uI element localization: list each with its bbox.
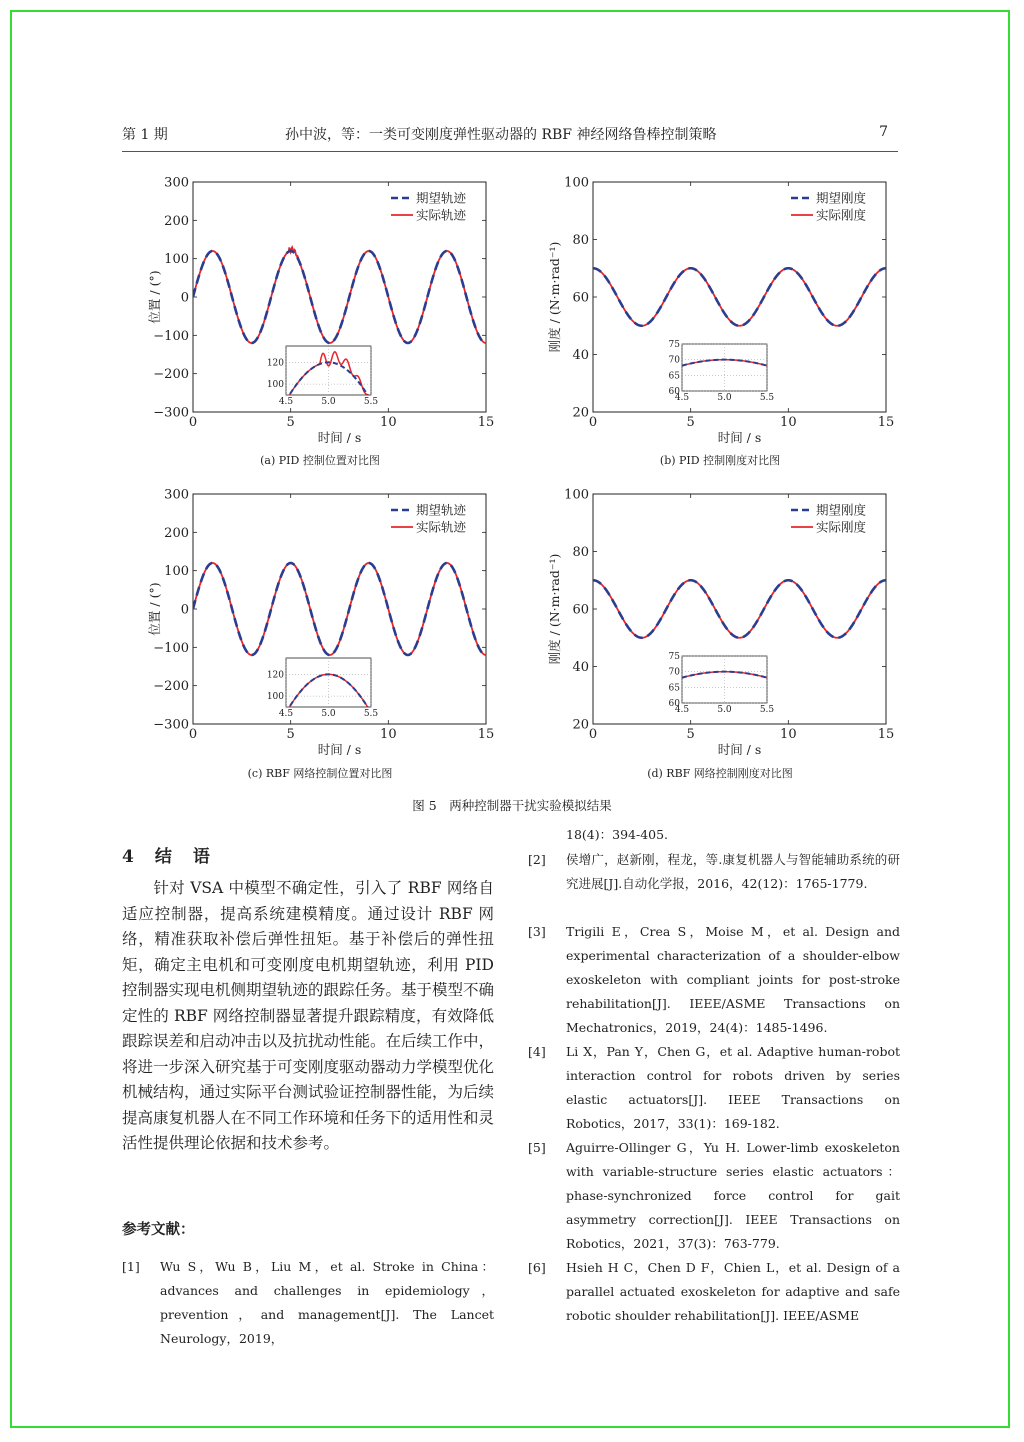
inset-x-tick-label: 5.0 bbox=[717, 393, 732, 403]
y-tick-label: 60 bbox=[572, 290, 589, 306]
x-tick-label: 15 bbox=[877, 415, 895, 430]
inset-x-tick-label: 4.5 bbox=[278, 397, 294, 407]
reference-text: Wu S，Wu B，Liu M，et al. Stroke in China：advances and challenges in epidemiology，prevention，and management[J]. The Lancet Neurology，2019， bbox=[160, 1259, 494, 1346]
legend-label: 实际刚度 bbox=[816, 207, 867, 223]
inset-x-tick-label: 4.5 bbox=[278, 709, 294, 719]
chart-rbf-stiffness bbox=[540, 482, 900, 757]
reference-text: 18(4)：394-405. bbox=[566, 827, 669, 842]
y-tick-label: 80 bbox=[572, 545, 589, 560]
y-tick-label: 300 bbox=[164, 487, 189, 503]
section-heading: 4 结 语 bbox=[122, 847, 212, 867]
x-tick-label: 10 bbox=[380, 415, 397, 430]
reference-text: Aguirre-Ollinger G，Yu H. Lower-limb exoskeleton with variable-structure series elastic actuators：phase-synchronized force control for gait asymmetry correction[J]. IEEE Transactions on Robotics，2021，37(3)：763-779. bbox=[566, 1140, 900, 1251]
inset-y-tick-label: 70 bbox=[668, 355, 680, 366]
inset-y-tick-label: 70 bbox=[668, 667, 680, 678]
conclusion-paragraph bbox=[122, 876, 494, 1157]
y-tick-label: 20 bbox=[572, 717, 589, 733]
chart-rbf-position bbox=[140, 482, 500, 757]
inset-y-tick-label: 100 bbox=[266, 380, 284, 391]
legend-label: 期望轨迹 bbox=[416, 502, 467, 518]
y-tick-label: 0 bbox=[180, 290, 189, 306]
x-tick-label: 0 bbox=[188, 415, 198, 430]
reference-text: Trigili E，Crea S，Moise M，et al. Design and experimental characterization of a shoulder-elbow exoskeleton with compliant joints for post-stroke rehabilitation[J]. IEEE/ASME Transactions on Mechatronics，2019，24(4)：1485-1496. bbox=[566, 924, 900, 1035]
reference-number: [4] bbox=[528, 1044, 546, 1059]
x-tick-label: 0 bbox=[188, 727, 198, 742]
chart-pid-position bbox=[140, 170, 500, 445]
legend-label: 实际轨迹 bbox=[416, 207, 467, 223]
y-tick-label: 100 bbox=[564, 487, 589, 503]
x-tick-label: 5 bbox=[686, 415, 695, 430]
chart-svg bbox=[140, 170, 500, 445]
y-tick-label: 40 bbox=[572, 660, 589, 675]
y-tick-label: 300 bbox=[164, 175, 189, 191]
x-axis-label: 时间 / s bbox=[717, 742, 762, 757]
inset-x-tick-label: 5.5 bbox=[759, 705, 775, 715]
y-axis-label: 刚度 / (N·m·rad⁻¹) bbox=[547, 241, 562, 353]
chart-svg bbox=[540, 482, 900, 757]
y-tick-label: 200 bbox=[164, 213, 189, 229]
x-tick-label: 15 bbox=[477, 415, 495, 430]
y-tick-label: 100 bbox=[564, 175, 589, 191]
y-axis-label: 位置 / (°) bbox=[147, 582, 162, 636]
header-title: 孙中波，等：一类可变刚度弹性驱动器的 RBF 神经网络鲁棒控制策略 bbox=[285, 127, 717, 143]
issue-number: 第 1 期 bbox=[122, 127, 168, 143]
legend-label: 实际轨迹 bbox=[416, 519, 467, 535]
reference-number: [6] bbox=[528, 1260, 546, 1275]
inset-x-tick-label: 5.5 bbox=[363, 709, 379, 719]
y-tick-label: 100 bbox=[164, 564, 189, 580]
inset-x-tick-label: 5.0 bbox=[321, 709, 336, 719]
legend-label: 期望轨迹 bbox=[416, 190, 467, 206]
x-tick-label: 10 bbox=[780, 415, 797, 430]
caption-d: (d) RBF 网络控制刚度对比图 bbox=[647, 767, 793, 780]
y-tick-label: −300 bbox=[153, 717, 189, 733]
inset-y-tick-label: 75 bbox=[668, 340, 680, 350]
inset-y-tick-label: 65 bbox=[668, 683, 680, 694]
chart-svg bbox=[540, 170, 900, 445]
reference-number: [2] bbox=[528, 852, 546, 867]
x-tick-label: 0 bbox=[588, 727, 598, 742]
y-tick-label: −100 bbox=[153, 640, 189, 656]
y-axis-label: 位置 / (°) bbox=[147, 270, 162, 324]
y-tick-label: −300 bbox=[153, 405, 189, 421]
inset-x-tick-label: 5.0 bbox=[717, 705, 732, 715]
y-tick-label: −100 bbox=[153, 328, 189, 344]
x-axis-label: 时间 / s bbox=[717, 430, 762, 445]
inset-y-tick-label: 60 bbox=[668, 699, 680, 709]
x-tick-label: 0 bbox=[588, 415, 598, 430]
reference-number: [5] bbox=[528, 1140, 546, 1155]
reference-text: 侯增广，赵新刚，程龙，等.康复机器人与智能辅助系统的研究进展[J].自动化学报，2016，42(12)：1765-1779. bbox=[566, 852, 900, 891]
inset-y-tick-label: 75 bbox=[668, 652, 680, 662]
figure-title: 图 5 两种控制器干扰实验模拟结果 bbox=[412, 798, 612, 813]
inset-y-tick-label: 120 bbox=[266, 358, 284, 369]
y-tick-label: 60 bbox=[572, 602, 589, 618]
x-tick-label: 10 bbox=[780, 727, 797, 742]
y-tick-label: 200 bbox=[164, 525, 189, 541]
conclusion-text: 针对 VSA 中模型不确定性，引入了 RBF 网络自适应控制器，提高系统建模精度。通过设计 RBF 网络，精准获取补偿后弹性扭矩。基于补偿后的弹性扭矩，确定主电机和可变刚度电机期望轨迹，利用 PID 控制器实现电机侧期望轨迹的跟踪任务。基于模型不确定性的 RBF 网络控制器显著提升跟踪精度，有效降低跟踪误差和启动冲击以及抗扰动性能。在后续工作中，将进一步深入研究基于可变刚度驱动器动力学模型优化机械结构，通过实际平台测试验证控制器性能，为后续提高康复机器人在不同工作环境和任务下的适用性和灵活性提供理论依据和技术参考。 bbox=[122, 879, 495, 1152]
inset-x-tick-label: 5.5 bbox=[759, 393, 775, 403]
inset-y-tick-label: 60 bbox=[668, 387, 680, 397]
x-tick-label: 10 bbox=[380, 727, 397, 742]
inset-x-tick-label: 4.5 bbox=[674, 705, 690, 715]
y-tick-label: 0 bbox=[180, 602, 189, 618]
references-heading: 参考文献： bbox=[122, 1221, 195, 1238]
header-rule bbox=[122, 151, 898, 152]
reference-text: Hsieh H C，Chen D F，Chien L，et al. Design of a parallel actuated exoskeleton for adaptive and safe robotic shoulder rehabilitation[J]. IEEE/ASME bbox=[566, 1260, 900, 1323]
inset-y-tick-label: 100 bbox=[266, 692, 284, 703]
x-tick-label: 5 bbox=[286, 415, 295, 430]
inset-y-tick-label: 65 bbox=[668, 371, 680, 382]
y-tick-label: 80 bbox=[572, 233, 589, 248]
x-tick-label: 5 bbox=[686, 727, 695, 742]
x-tick-label: 15 bbox=[877, 727, 895, 742]
y-tick-label: −200 bbox=[153, 367, 189, 383]
caption-c: (c) RBF 网络控制位置对比图 bbox=[247, 767, 393, 780]
y-axis-label: 刚度 / (N·m·rad⁻¹) bbox=[547, 553, 562, 665]
reference-number: [3] bbox=[528, 924, 546, 939]
running-header bbox=[122, 124, 898, 150]
y-tick-label: 100 bbox=[164, 252, 189, 268]
inset-y-tick-label: 120 bbox=[266, 670, 284, 681]
x-axis-label: 时间 / s bbox=[317, 742, 362, 757]
caption-b: (b) PID 控制刚度对比图 bbox=[659, 454, 781, 467]
legend-label: 期望刚度 bbox=[816, 502, 867, 518]
y-tick-label: 20 bbox=[572, 405, 589, 421]
legend-label: 期望刚度 bbox=[816, 190, 867, 206]
caption-a: (a) PID 控制位置对比图 bbox=[260, 454, 380, 467]
x-axis-label: 时间 / s bbox=[317, 430, 362, 445]
reference-text: Li X，Pan Y，Chen G，et al. Adaptive human-robot interaction control for robots driven by series elastic actuators[J]. IEEE Transactions on Robotics，2017，33(1)：169-182. bbox=[566, 1044, 900, 1131]
reference-number: [1] bbox=[122, 1259, 140, 1274]
x-tick-label: 5 bbox=[286, 727, 295, 742]
y-tick-label: 40 bbox=[572, 348, 589, 363]
page-number: 7 bbox=[879, 124, 888, 140]
legend-label: 实际刚度 bbox=[816, 519, 867, 535]
inset-x-tick-label: 5.0 bbox=[321, 397, 336, 407]
y-tick-label: −200 bbox=[153, 679, 189, 695]
chart-svg bbox=[140, 482, 500, 757]
inset-x-tick-label: 4.5 bbox=[674, 393, 690, 403]
x-tick-label: 15 bbox=[477, 727, 495, 742]
chart-pid-stiffness bbox=[540, 170, 900, 445]
inset-x-tick-label: 5.5 bbox=[363, 397, 379, 407]
